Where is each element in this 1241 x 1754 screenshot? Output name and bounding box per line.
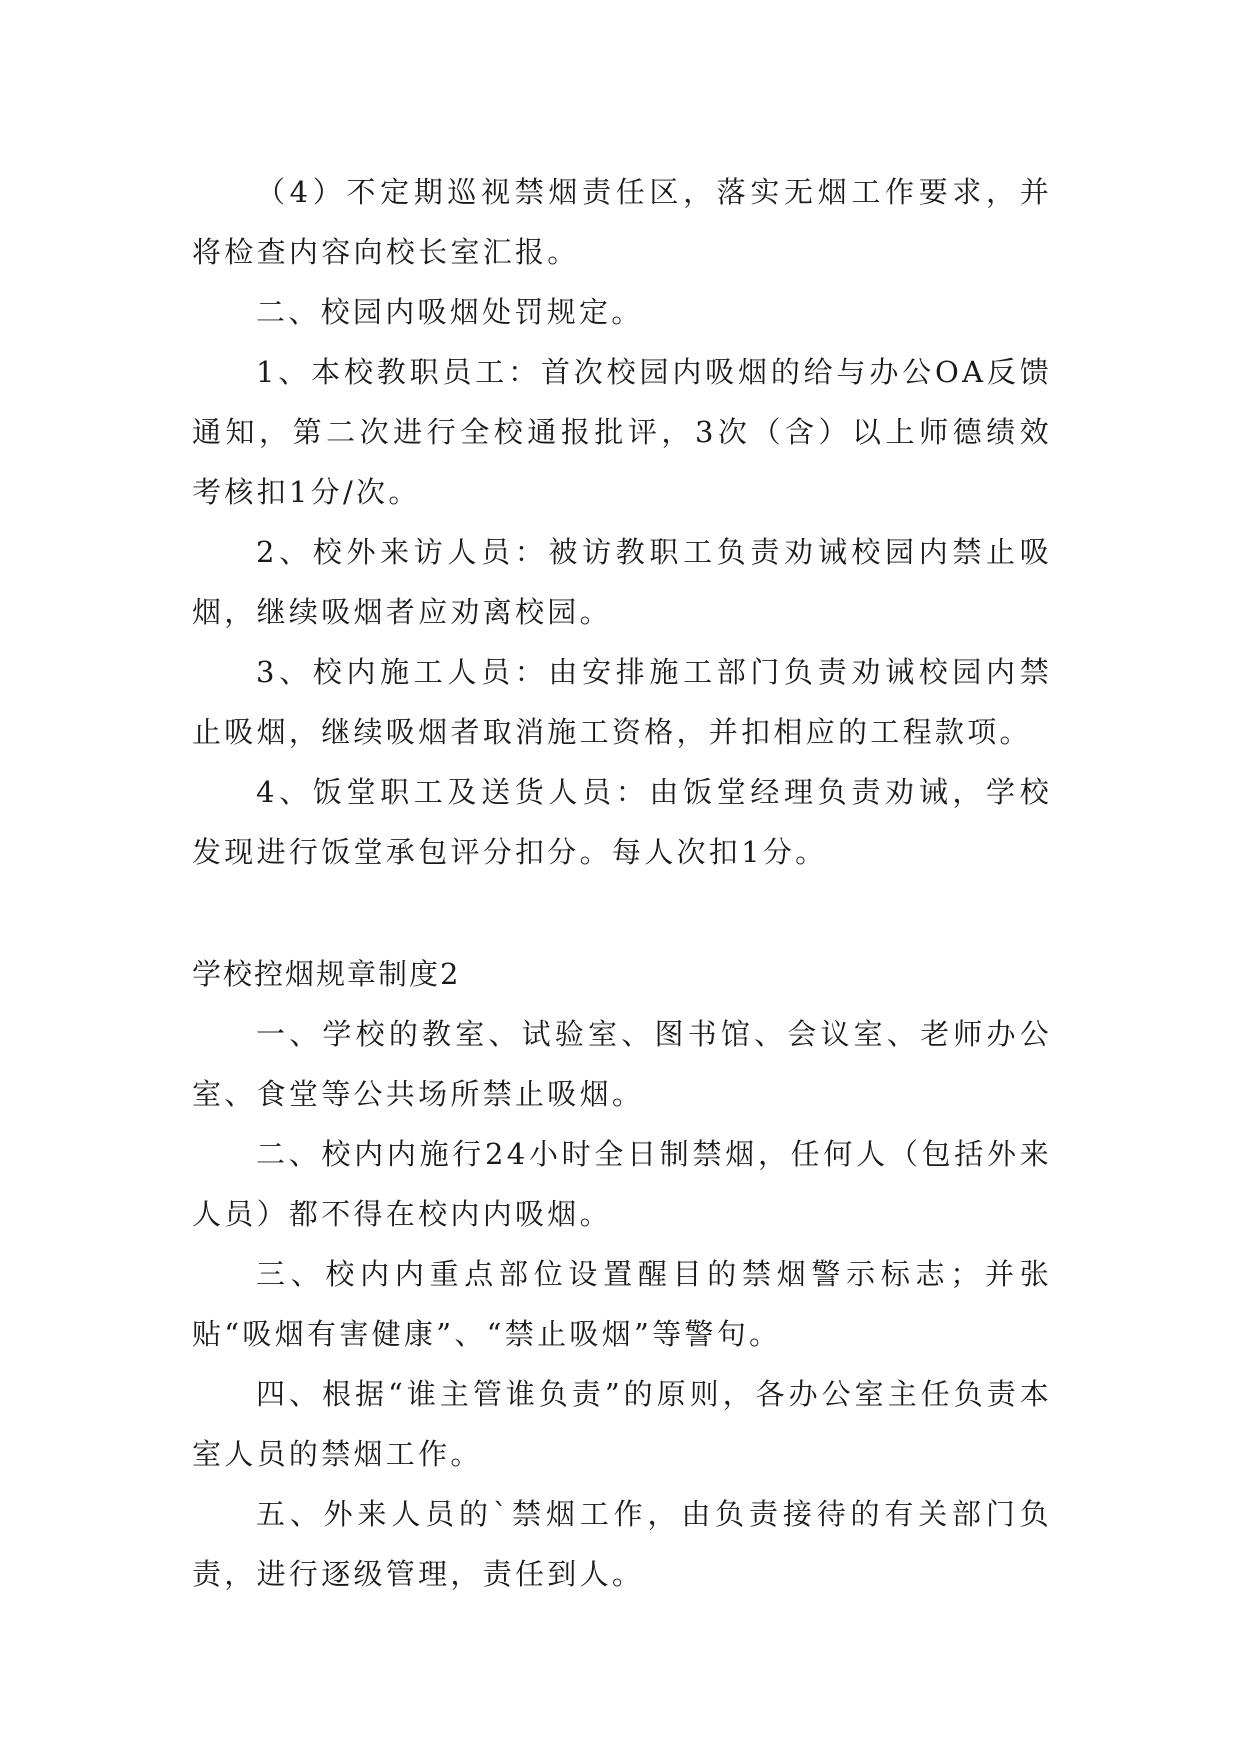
paragraph-staff-penalty: 1、本校教职员工：首次校园内吸烟的给与办公OA反馈通知，第二次进行全校通报批评，3次（含）以上师德绩效考核扣1分/次。 (192, 355, 1052, 509)
section-title: 学校控烟规章制度2 (192, 957, 461, 991)
paragraph-penalty-heading: 二、校园内吸烟处罚规定。 (256, 295, 644, 329)
paragraph-construction-rule: 3、校内施工人员：由安排施工部门负责劝诫校园内禁止吸烟，继续吸烟者取消施工资格，并扣相应的工程款项。 (192, 655, 1052, 749)
paragraph-external-visitors: 五、外来人员的`禁烟工作，由负责接待的有关部门负责，进行逐级管理，责任到人。 (192, 1497, 1052, 1591)
section-spacer (192, 882, 1052, 944)
paragraph-public-places: 一、学校的教室、试验室、图书馆、会议室、老师办公室、食堂等公共场所禁止吸烟。 (192, 1017, 1052, 1111)
paragraph-warning-signs: 三、校内内重点部位设置醒目的禁烟警示标志；并张贴“吸烟有害健康”、“禁止吸烟”等警句。 (192, 1257, 1052, 1351)
document-body (192, 162, 1052, 1604)
paragraph-inspection: （4）不定期巡视禁烟责任区，落实无烟工作要求，并将检查内容向校长室汇报。 (192, 175, 1052, 269)
paragraph-canteen-rule: 4、饭堂职工及送货人员：由饭堂经理负责劝诫，学校发现进行饭堂承包评分扣分。每人次扣1分。 (192, 775, 1052, 869)
paragraph-full-day-ban: 二、校内内施行24小时全日制禁烟，任何人（包括外来人员）都不得在校内内吸烟。 (192, 1137, 1052, 1231)
paragraph-visitor-rule: 2、校外来访人员：被访教职工负责劝诫校园内禁止吸烟，继续吸烟者应劝离校园。 (192, 535, 1052, 629)
paragraph-responsibility: 四、根据“谁主管谁负责”的原则，各办公室主任负责本室人员的禁烟工作。 (192, 1377, 1052, 1471)
